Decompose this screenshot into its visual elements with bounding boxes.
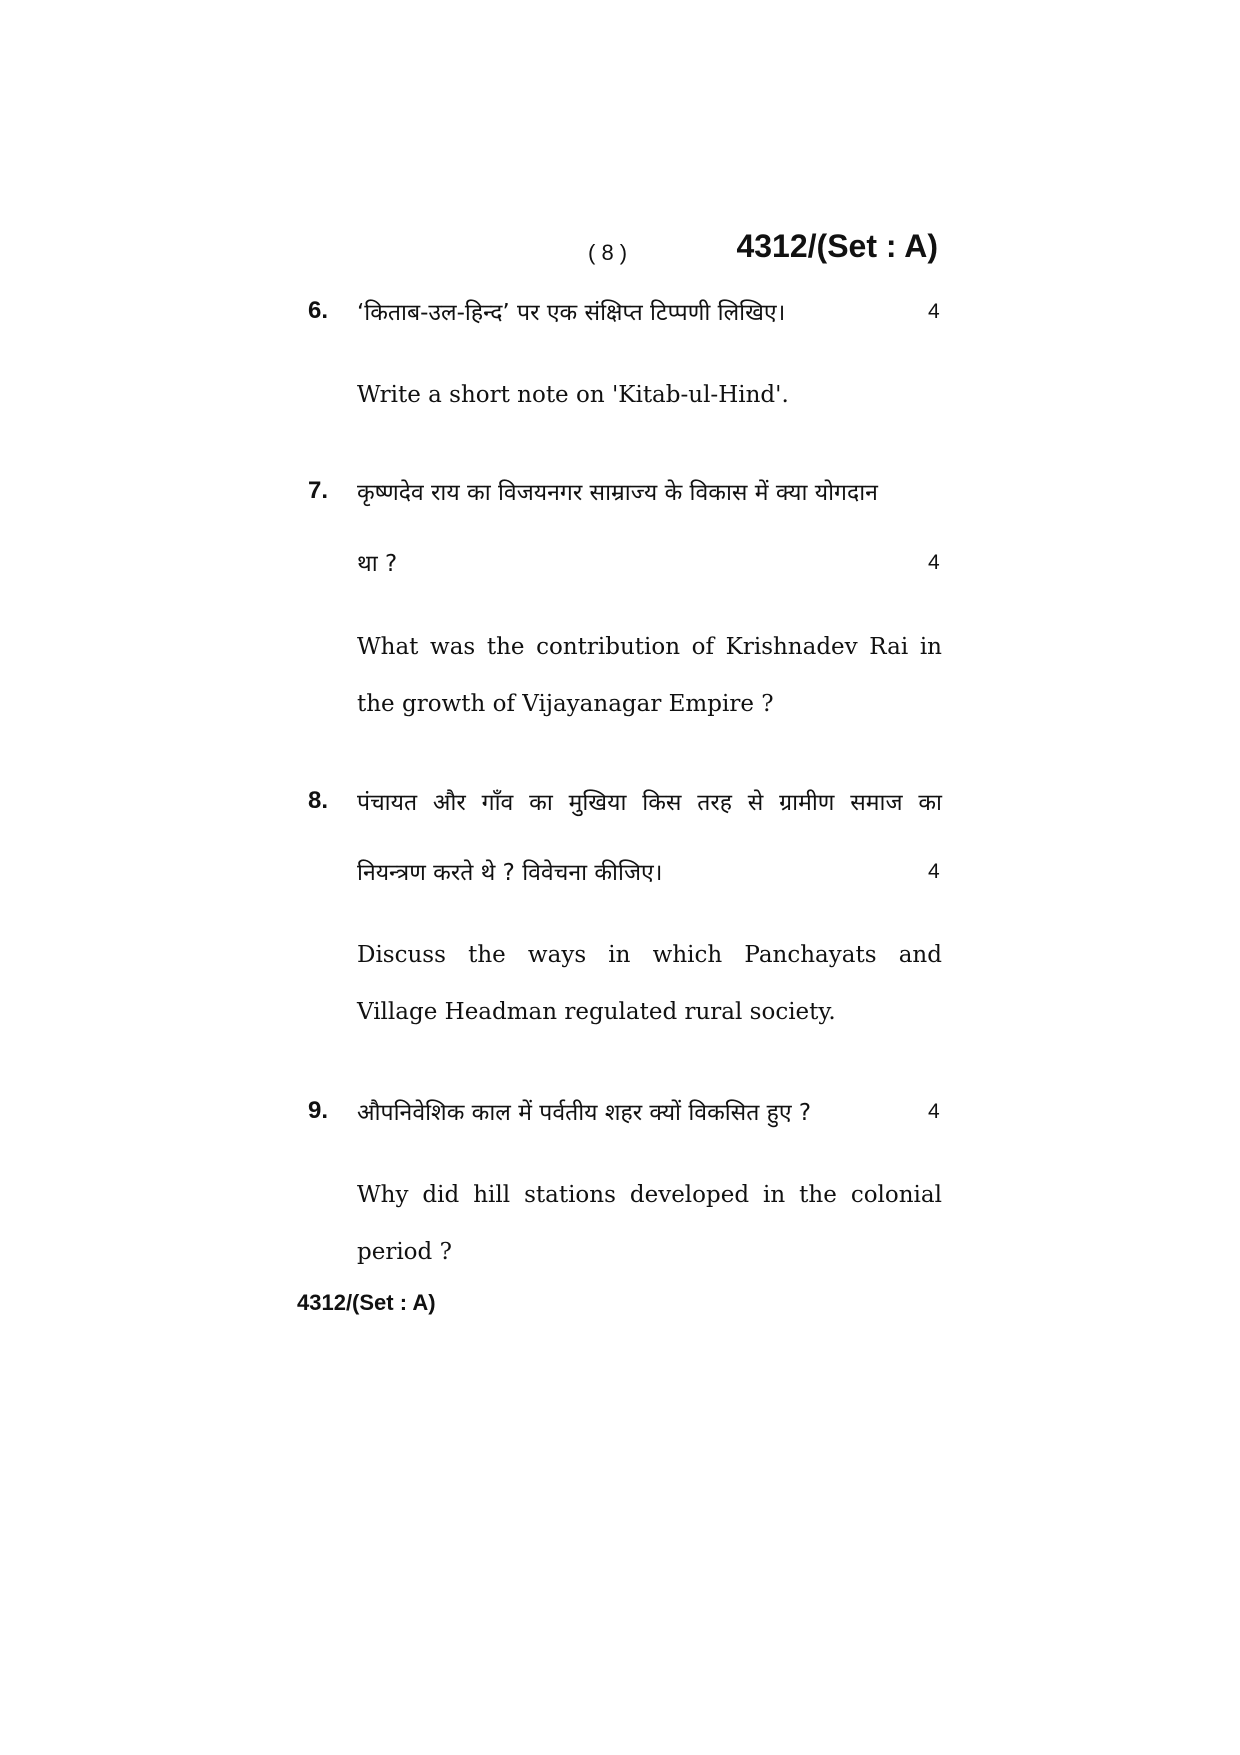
question-marks: 4 <box>928 300 940 323</box>
word: ग्रामीण <box>779 790 835 816</box>
question-hindi-line: ‘किताब-उल-हिन्द’ पर एक संक्षिप्त टिप्पणी लिखिए। <box>357 300 786 326</box>
word: of <box>691 634 715 660</box>
set-code-footer: 4312/(Set : A) <box>297 1290 436 1315</box>
word: the <box>799 1182 837 1208</box>
word: Panchayats <box>744 942 877 968</box>
word: समाज <box>850 790 903 816</box>
word: से <box>747 790 764 816</box>
word: का <box>918 790 942 816</box>
word: तरह <box>697 790 732 816</box>
word: Why <box>357 1182 409 1208</box>
question-number: 7. <box>308 477 329 504</box>
question-hindi-line: नियन्त्रण करते थे ? विवेचना कीजिए। <box>357 860 663 886</box>
question-hindi-line: औपनिवेशिक काल में पर्वतीय शहर क्यों विकसित हुए ? <box>357 1100 812 1126</box>
question-english-line <box>357 634 942 660</box>
word: Discuss <box>357 942 446 968</box>
word: hill <box>473 1182 511 1208</box>
question-english-line: period ? <box>357 1239 452 1265</box>
question-hindi-line: कृष्णदेव राय का विजयनगर साम्राज्य के विकास में क्या योगदान <box>357 480 878 506</box>
word: developed <box>629 1182 750 1208</box>
question-hindi-line <box>357 785 942 817</box>
word: in <box>608 942 631 968</box>
question-english-line: the growth of Vijayanagar Empire ? <box>357 691 774 717</box>
word: ways <box>527 942 587 968</box>
word: What <box>357 634 419 660</box>
word: which <box>652 942 723 968</box>
word: the <box>486 634 525 660</box>
word: in <box>763 1182 786 1208</box>
word: किस <box>642 790 682 816</box>
word: colonial <box>850 1182 942 1208</box>
word: and <box>898 942 942 968</box>
question-number: 8. <box>308 787 329 814</box>
word: का <box>529 790 553 816</box>
word: और <box>432 790 466 816</box>
word: in <box>919 634 942 660</box>
question-english-line: Village Headman regulated rural society. <box>357 999 836 1025</box>
question-hindi-line: था ? <box>357 551 398 577</box>
question-marks: 4 <box>928 1100 940 1123</box>
page-number: ( 8 ) <box>588 240 628 265</box>
word: पंचायत <box>357 790 418 816</box>
question-english-line <box>357 1182 942 1208</box>
word: contribution <box>536 634 681 660</box>
question-number: 9. <box>308 1097 329 1124</box>
question-english-line <box>357 942 942 968</box>
word: was <box>430 634 476 660</box>
word: गाँव <box>481 790 514 816</box>
word: Rai <box>869 634 909 660</box>
word: did <box>422 1182 460 1208</box>
question-number: 6. <box>308 297 329 324</box>
word: stations <box>524 1182 616 1208</box>
set-code-header: 4312/(Set : A) <box>736 228 938 264</box>
word: मुखिया <box>568 790 627 816</box>
question-marks: 4 <box>928 551 940 574</box>
question-english-line: Write a short note on 'Kitab-ul-Hind'. <box>357 382 789 408</box>
question-marks: 4 <box>928 860 940 883</box>
word: Krishnadev <box>725 634 858 660</box>
word: the <box>468 942 506 968</box>
